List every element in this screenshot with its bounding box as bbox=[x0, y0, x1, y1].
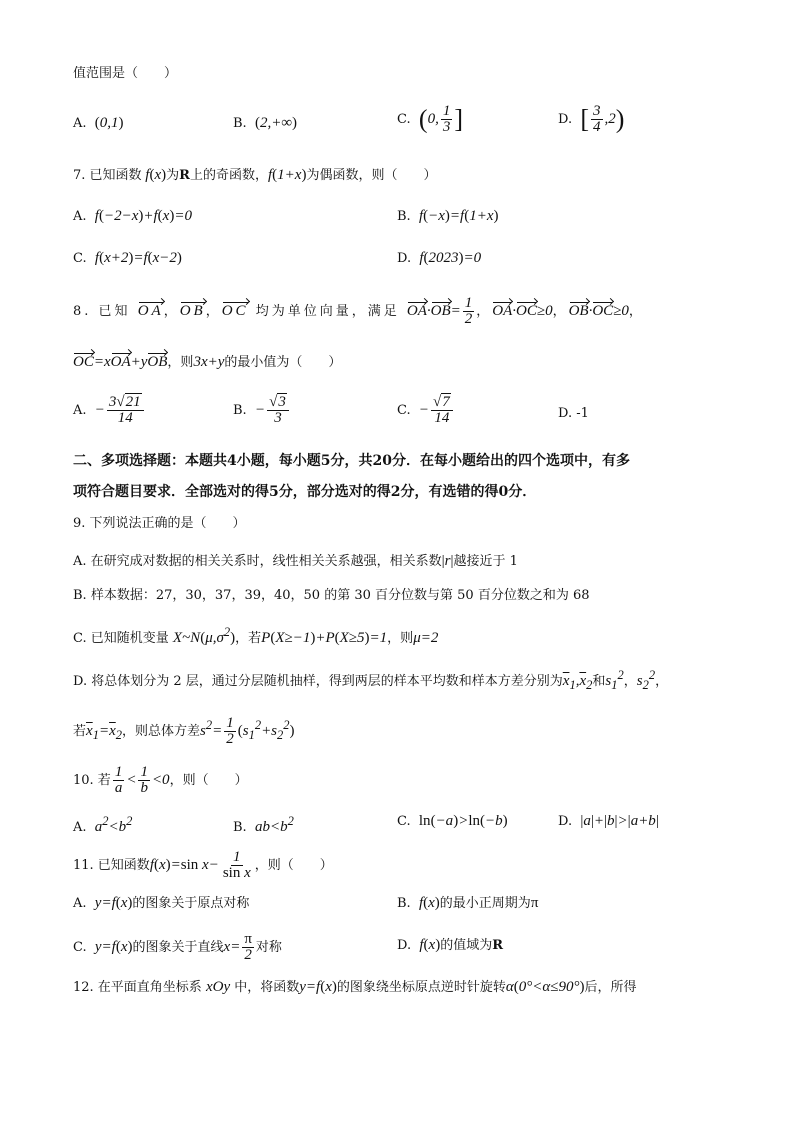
q11-option-b: B. f(x)的最小正周期为π bbox=[397, 895, 539, 911]
q7-option-b: B. f(−x)=f(1+x) bbox=[397, 208, 499, 224]
q10-option-c: C. ln(−a)>ln(−b) bbox=[397, 813, 508, 829]
q8-option-c: C. − $\frac{√7}{14}$ bbox=[397, 395, 455, 426]
section-2-heading-line-2: 项符合题目要求．全部选对的得5分，部分选对的得2分，有选错的得0分． bbox=[73, 484, 537, 500]
q8-option-d: D. -1 bbox=[558, 406, 589, 421]
q6-stem-tail: 值范围是（ ） bbox=[73, 66, 178, 81]
q9-stem: 9. 下列说法正确的是（ ） bbox=[73, 516, 246, 531]
section-2-heading-line-1: 二、多项选择题：本题共4小题，每小题5分，共20分．在每小题给出的四个选项中，有多 bbox=[73, 453, 630, 469]
q9-option-c: C. 已知随机变量 $X\sim N(\mu,\sigma^2)$，若P(X≥−1)+P(X≥5)=1，则μ=2 bbox=[73, 625, 439, 646]
q10-option-b: B. $ab<b^2$ bbox=[233, 814, 294, 835]
q7-option-c: C. f(x+2)=f(x−2) bbox=[73, 250, 182, 266]
q11-option-c: C. y=f(x)的图象关于直线x= $\frac{\pi}{2}$ 对称 bbox=[73, 931, 282, 963]
q11-option-d: D. f(x)的值域为R bbox=[397, 937, 504, 953]
q12-stem: 12. 在平面直角坐标系 xOy 中，将函数y=f(x)的图象绕坐标原点逆时针旋转α(0°<α≤90°)后，所得 bbox=[73, 979, 637, 995]
q8-stem-2: OC=xOA+yOB，则3x+y的最小值为（ ） bbox=[73, 354, 342, 370]
q7-stem: 7. 已知函数 f(x)为R上的奇函数，f(1+x)为偶函数，则（ ） bbox=[73, 167, 437, 183]
q6-option-b: B. (2,+∞) bbox=[233, 115, 298, 131]
q9-option-a: A. 在研究成对数据的相关关系时，线性相关关系越强，相关系数|r|越接近于 1 bbox=[73, 553, 518, 569]
q11-stem: 11. 已知函数f(x)=sin x− $\frac{1}{\text{sin x}}$ ，则（ ） bbox=[73, 849, 333, 881]
q8-option-b: B. − $\frac{√3}{3}$ bbox=[233, 395, 291, 426]
q8-option-a: A. − $\frac{3√21}{14}$ bbox=[73, 395, 146, 426]
q10-option-d: D. |a|+|b|>|a+b| bbox=[558, 813, 659, 829]
q9-option-d: D. 将总体划分为 2 层，通过分层随机抽样，得到两层的样本平均数和样本方差分别为$\overline{x}_1,\overline{x}_2$和$s_1^2$，$s_2^2$， bbox=[73, 668, 669, 692]
q6-option-d: D. [ $\frac{3}{4}$ ,2) bbox=[558, 103, 625, 135]
q6-option-a: A. (0,1) bbox=[73, 115, 124, 131]
q9-option-b: B. 样本数据：27，30，37，39，40，50 的第 30 百分位数与第 50 百分位数之和为 68 bbox=[73, 588, 590, 603]
q6-option-c: C. (0, $\frac{1}{3}$ ] bbox=[397, 103, 463, 135]
q10-option-a: A. $a^2<b^2$ bbox=[73, 814, 133, 835]
q9-option-d-cont: 若$\overline{x}_1=\overline{x}_2$，则总体方差$s^2=$ $\frac{1}{2}$ $(s_1^2+s_2^2)$ bbox=[73, 715, 295, 748]
q11-option-a: A. y=f(x)的图象关于原点对称 bbox=[73, 895, 250, 911]
q10-stem: 10. 若 $\frac{1}{a}$ < $\frac{1}{b}$ <0，则（ ） bbox=[73, 764, 248, 796]
q8-stem: 8. 已知 OA，OB，OC 均为单位向量，满足 OA·OB= $\frac{1}{2}$ ，OA·OC≥0，OB·OC≥0， bbox=[73, 295, 645, 327]
q7-option-a: A. f(−2−x)+f(x)=0 bbox=[73, 208, 192, 224]
q7-option-d: D. f(2023)=0 bbox=[397, 250, 482, 266]
